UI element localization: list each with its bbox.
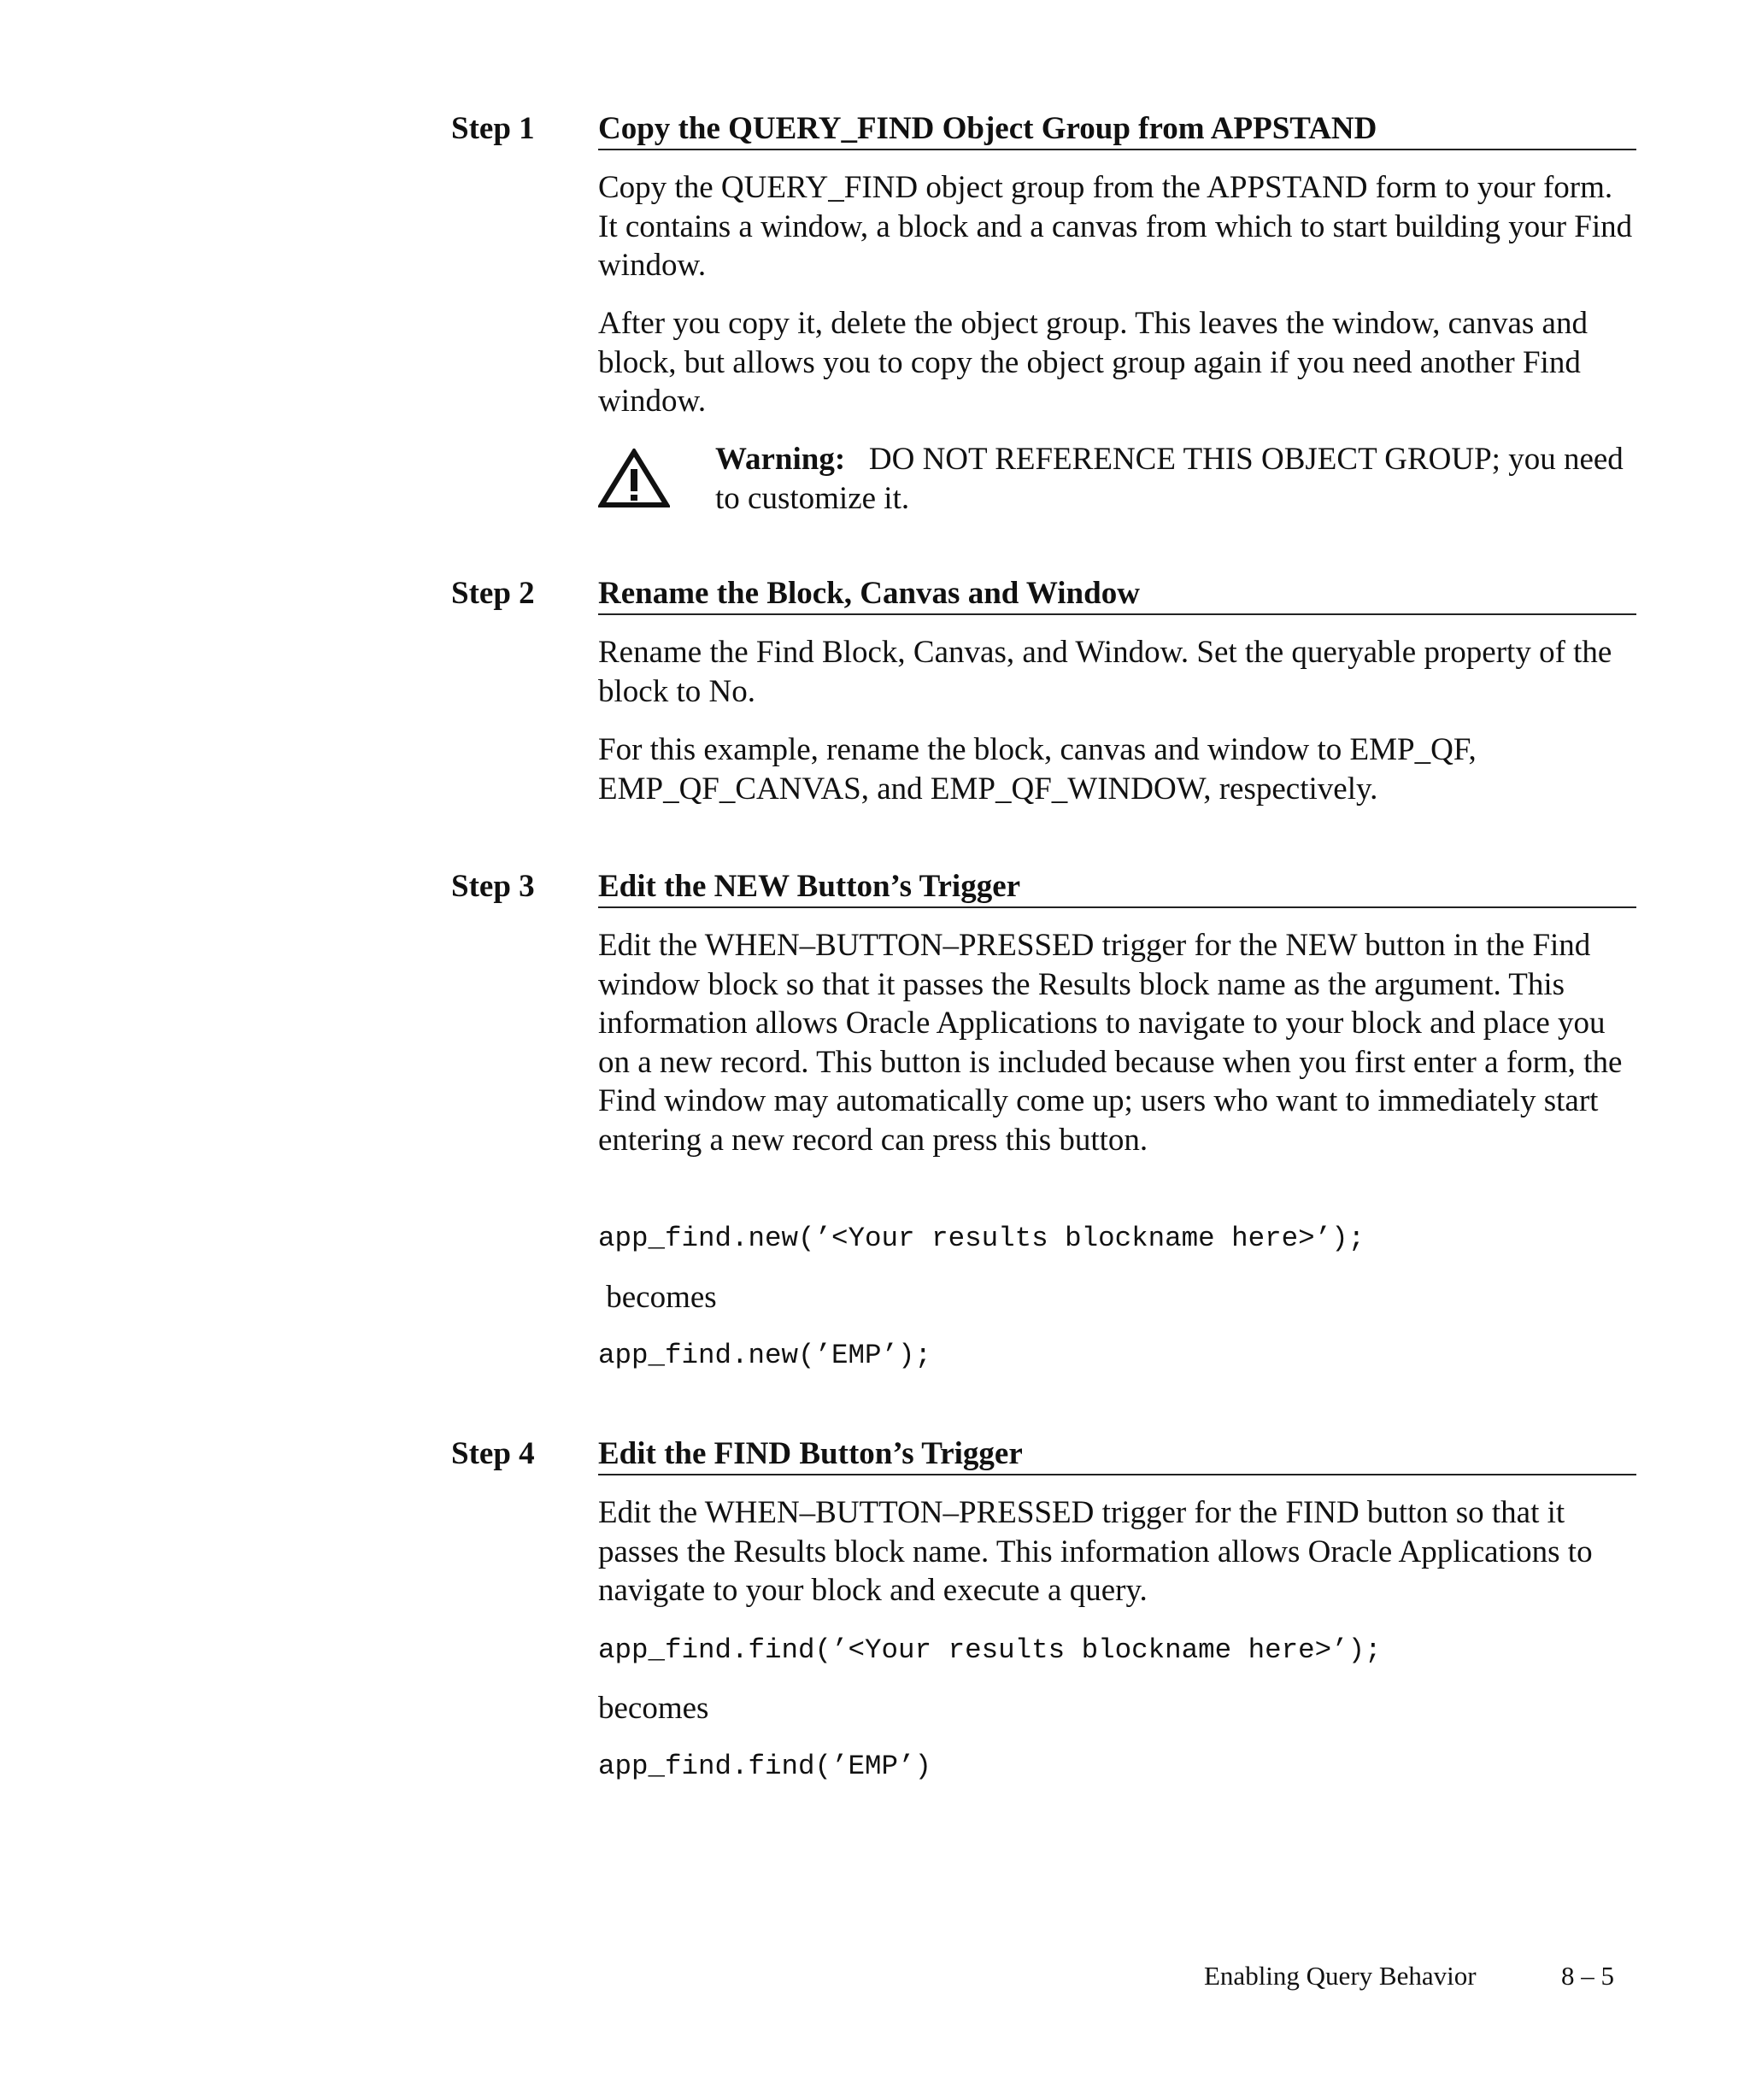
warning-label: Warning: <box>715 442 846 477</box>
step-3-code-before: app_find.new(’<Your results blockname here>’); <box>598 1223 1365 1254</box>
step-2-paragraph-2: For this example, rename the block, canvas and window to EMP_QF, EMP_QF_CANVAS, and EMP_QF_WINDOW, respectively. <box>598 732 1477 807</box>
step-3-code-after: app_find.new(’EMP’); <box>598 1340 932 1371</box>
step-3-paragraph-1: Edit the WHEN–BUTTON–PRESSED trigger for the NEW button in the Find window block so that it passes the Results block name as the argument. This information allows Oracle Applications to navigate to your block and place you on a new record. This button is included because when you first enter a form, the Find window may automatically come up; users who want to immediately start entering a new record can press this button. <box>598 928 1623 1158</box>
step-4-heading: Edit the FIND Button’s Trigger <box>598 1434 1636 1475</box>
step-1-heading: Copy the QUERY_FIND Object Group from APPSTAND <box>598 109 1636 150</box>
step-1-paragraph-1: Copy the QUERY_FIND object group from the APPSTAND form to your form. It contains a window, a block and a canvas from which to start building your Find window. <box>598 170 1633 283</box>
step-4-label: Step 4 <box>451 1436 535 1471</box>
step-4-code-before: app_find.find(’<Your results blockname here>’); <box>598 1634 1382 1666</box>
warning-triangle-icon <box>598 449 670 508</box>
footer-section-title: Enabling Query Behavior <box>1204 1961 1477 1991</box>
step-4-becomes: becomes <box>598 1691 709 1726</box>
step-3-heading: Edit the NEW Button’s Trigger <box>598 867 1636 908</box>
warning-text: DO NOT REFERENCE THIS OBJECT GROUP; you need to customize it. <box>715 442 1624 516</box>
footer-page-number: 8 – 5 <box>1561 1961 1614 1991</box>
step-2-paragraph-1: Rename the Find Block, Canvas, and Window. Set the queryable property of the block to No. <box>598 635 1612 709</box>
step-2-label: Step 2 <box>451 576 535 611</box>
step-3-label: Step 3 <box>451 869 535 904</box>
warning-note <box>715 440 1638 518</box>
step-4-code-after: app_find.find(’EMP’) <box>598 1751 932 1782</box>
step-4-paragraph-1: Edit the WHEN–BUTTON–PRESSED trigger for the FIND button so that it passes the Results block name. This information allows Oracle Applications to navigate to your block and execute a query. <box>598 1495 1593 1608</box>
step-1-paragraph-2: After you copy it, delete the object group. This leaves the window, canvas and block, but allows you to copy the object group again if you need another Find window. <box>598 306 1588 419</box>
step-1-label: Step 1 <box>451 111 535 146</box>
step-2-heading: Rename the Block, Canvas and Window <box>598 574 1636 615</box>
step-3-becomes: becomes <box>598 1280 717 1315</box>
